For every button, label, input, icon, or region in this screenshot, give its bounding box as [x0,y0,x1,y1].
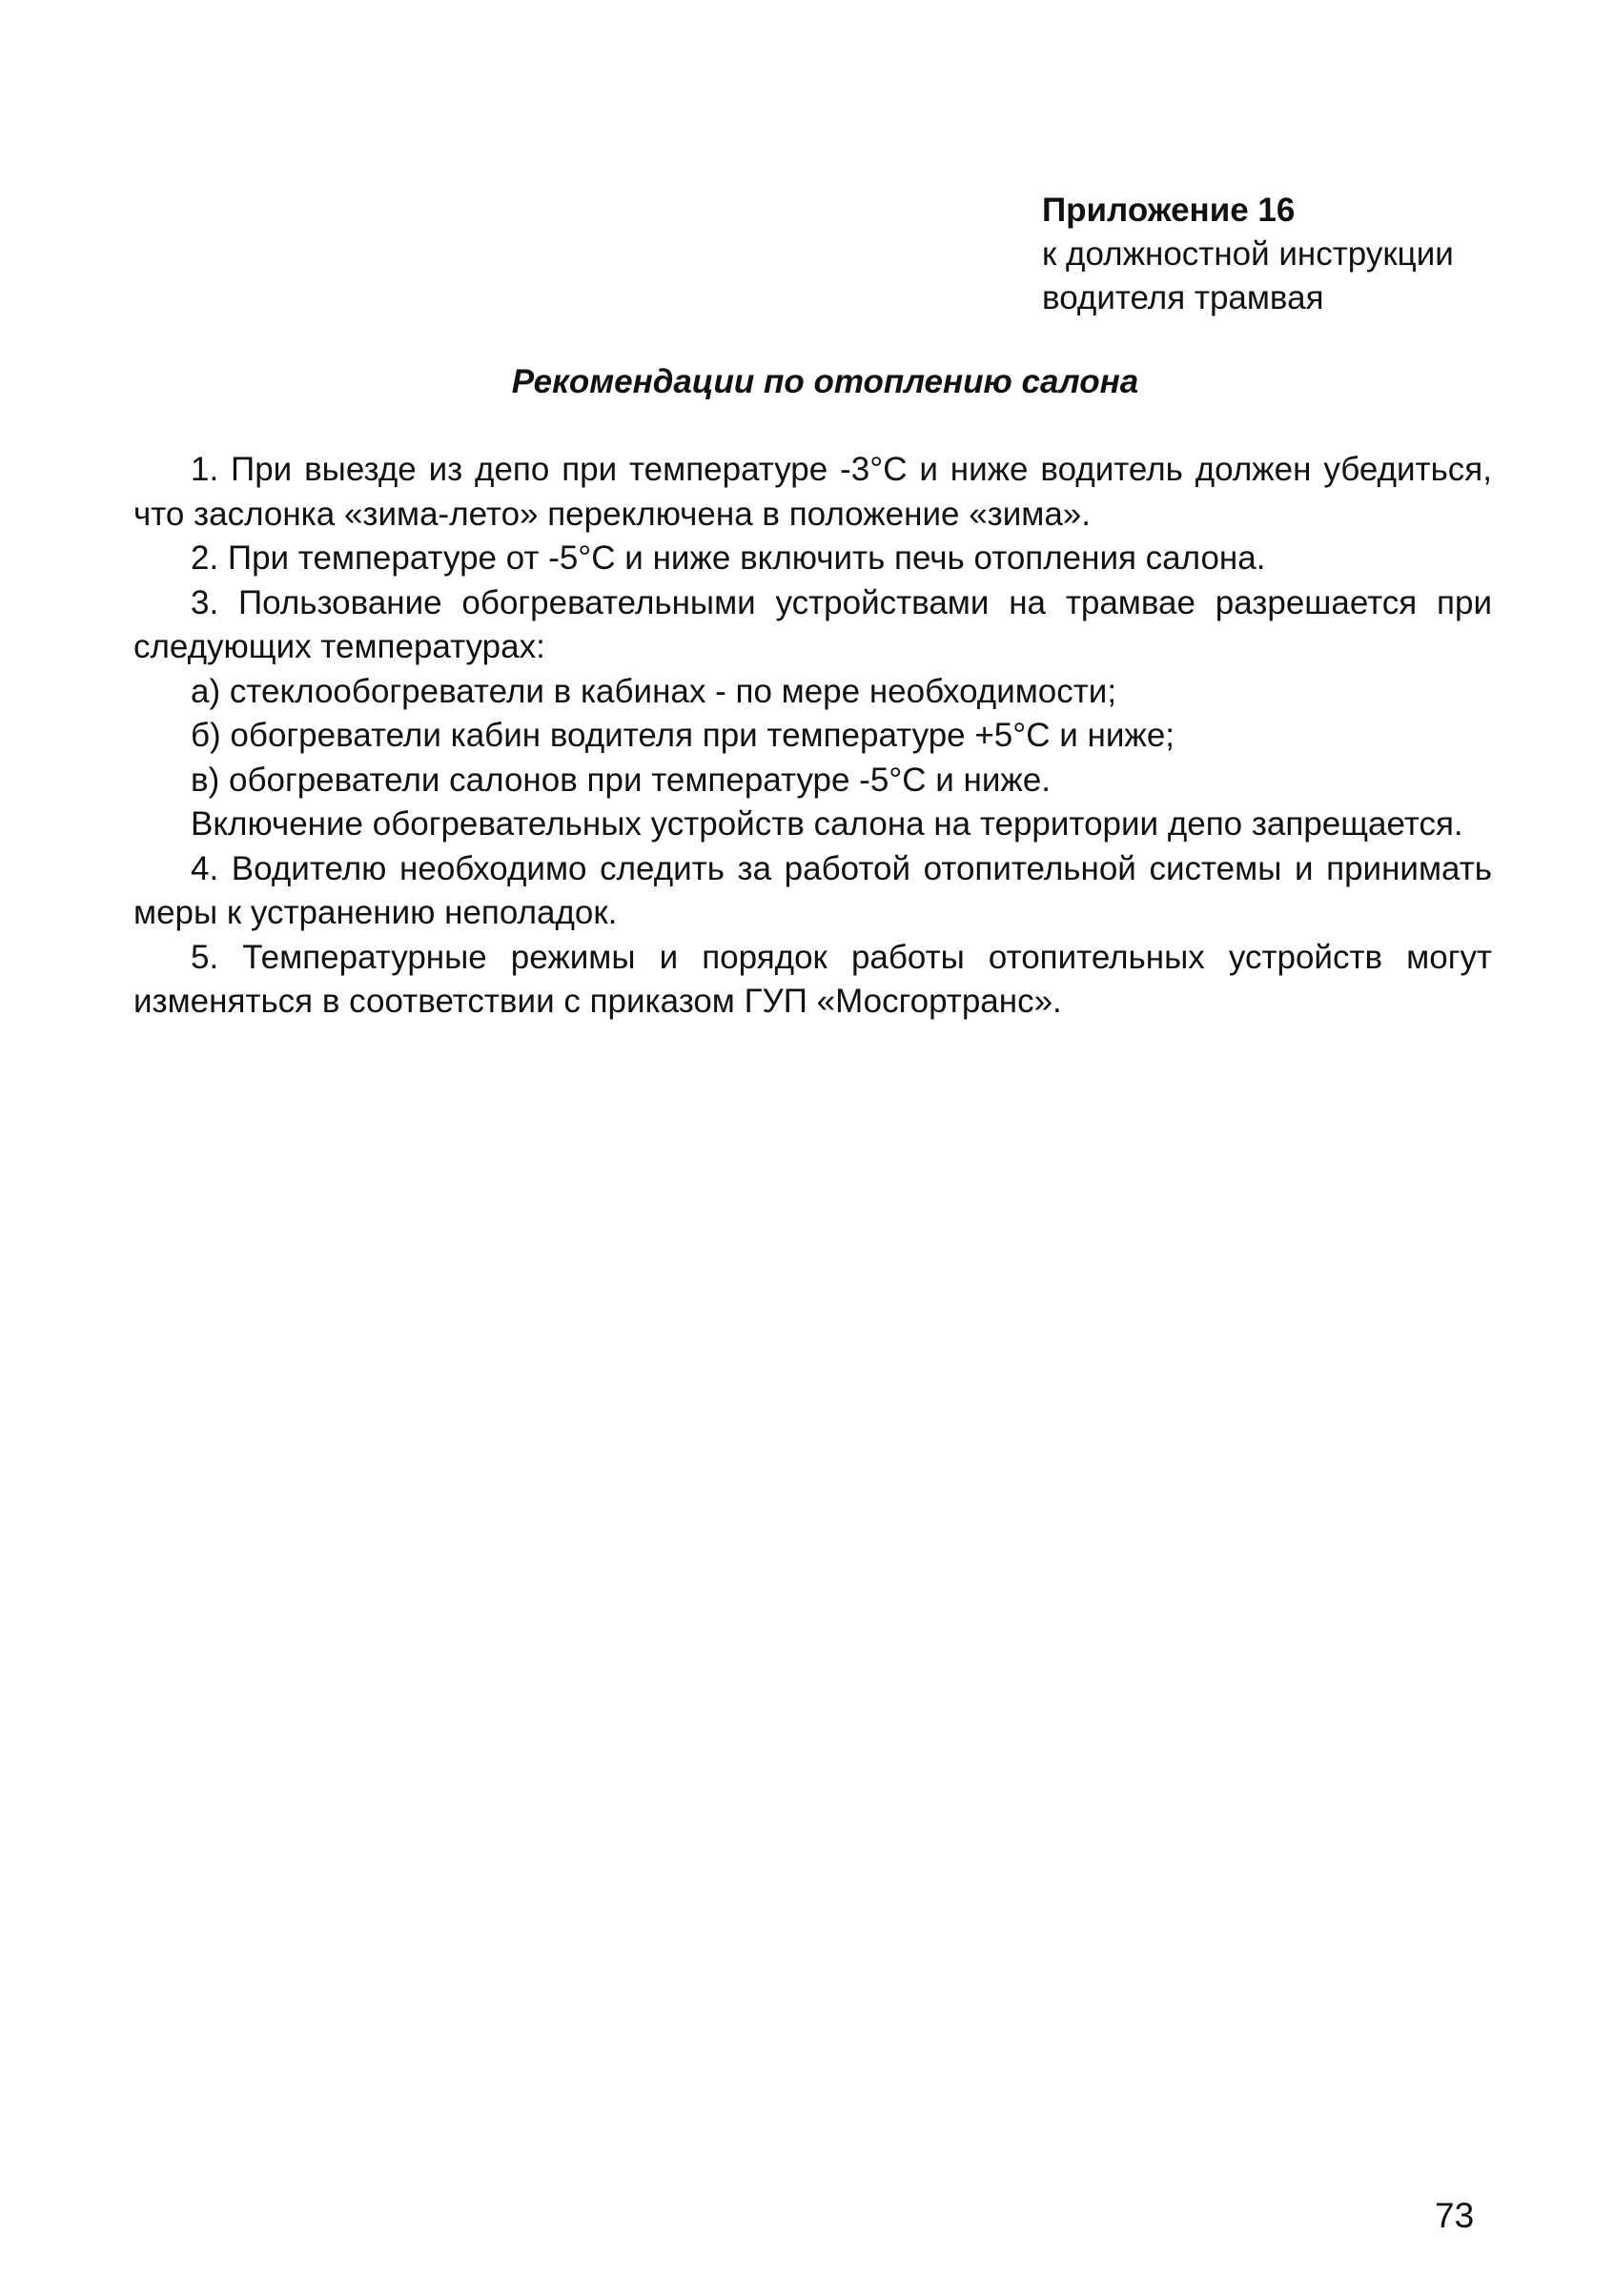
paragraph-1: 1. При выезде из депо при температуре -3°С и ниже водитель должен убедиться, что заслонка «зима-лето» переключена в положение «зима». [133,451,1492,533]
appendix-title: Приложение 16 [1042,192,1296,229]
paragraph-4: 4. Водителю необходимо следить за работой отопительной системы и принимать меры к устранению неполадок. [133,849,1492,931]
paragraph-3b: б) обогреватели кабин водителя при температуре +5°С и ниже; [191,717,1175,754]
document-body [133,448,1492,1025]
paragraph-3c: в) обогреватели салонов при температуре -5°С и ниже. [191,761,1052,799]
page-number: 73 [1435,2196,1475,2235]
paragraph-3a: а) стеклообогреватели в кабинах - по мере необходимости; [191,672,1117,710]
paragraph-3-note: Включение обогревательных устройств салона на территории депо запрещается. [191,805,1463,843]
document-title: Рекомендации по отоплению салона [511,363,1139,400]
appendix-header [1042,189,1538,320]
paragraph-5: 5. Температурные режимы и порядок работы отопительных устройств могут изменяться в соответствии с приказом ГУП «Мосгортранс». [133,938,1492,1020]
appendix-line-1: к должностной инструкции [1042,235,1454,273]
paragraph-3: 3. Пользование обогревательными устройствами на трамвае разрешается при следующих температурах: [133,583,1492,665]
paragraph-2: 2. При температуре от -5°С и ниже включить печь отопления салона. [191,539,1266,577]
appendix-line-2: водителя трамвая [1042,279,1324,316]
